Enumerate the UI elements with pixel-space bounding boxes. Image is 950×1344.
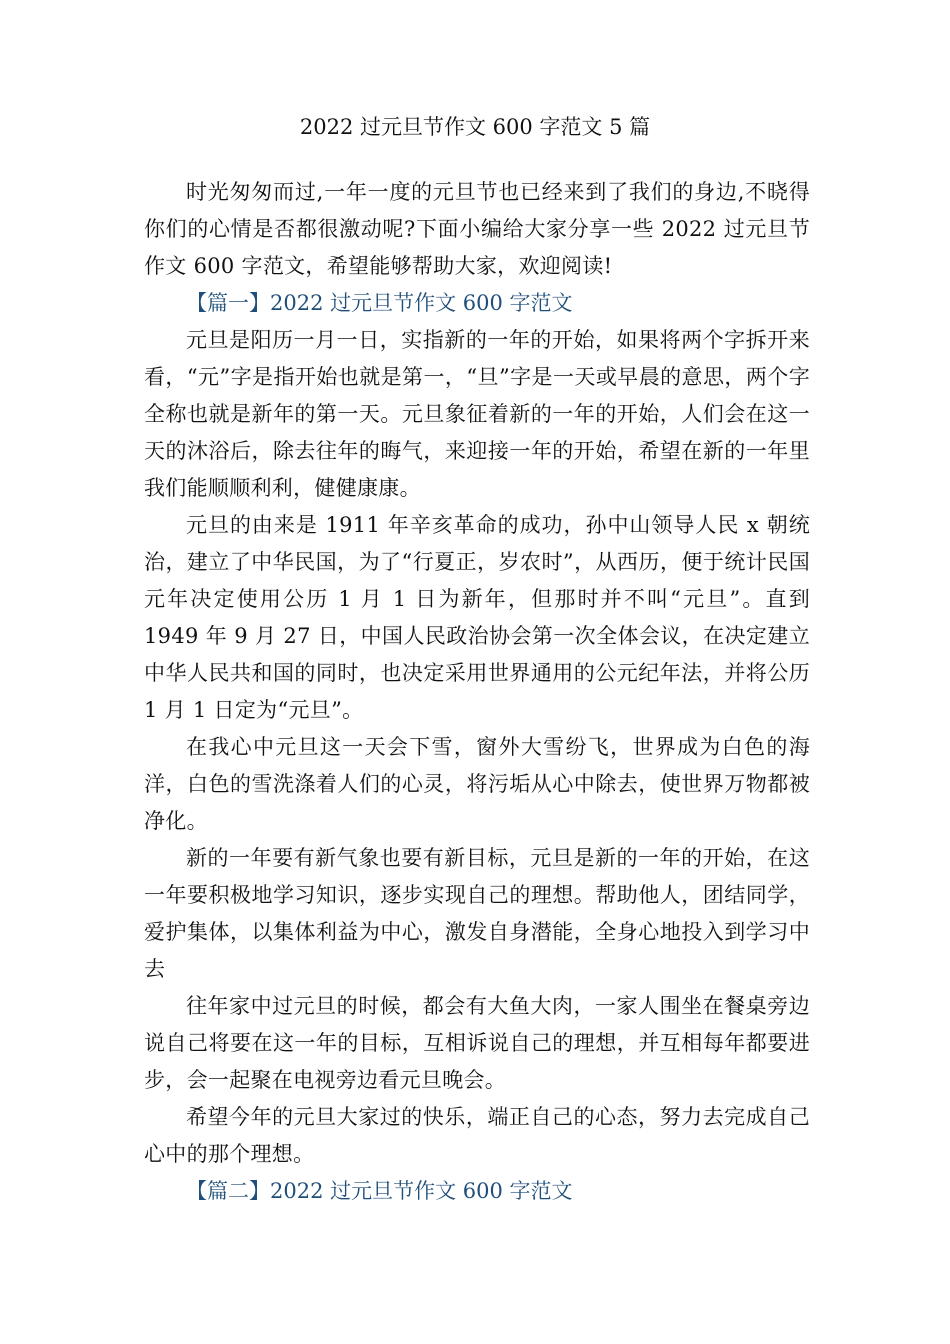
body-paragraph: 往年家中过元旦的时候，都会有大鱼大肉，一家人围坐在餐桌旁边说自己将要在这一年的目标，互相诉说自己的理想，并互相每年都要进步，会一起聚在电视旁边看元旦晚会。 — [144, 994, 810, 1092]
document-title: 2022 过元旦节作文 600 字范文 5 篇 — [299, 115, 651, 139]
intro-paragraph: 时光匆匆而过,一年一度的元旦节也已经来到了我们的身边,不晓得你们的心情是否都很激动呢?下面小编给大家分享一些 2022 过元旦节作文 600 字范文，希望能够帮助大家，欢迎阅读! — [144, 180, 810, 278]
body-paragraph: 元旦的由来是 1911 年辛亥革命的成功，孙中山领导人民 x 朝统治，建立了中华民国，为了“行夏正，岁农时”，从西历，便于统计民国元年决定使用公历 1 月 1 日为新年，但那时并不叫“元旦”。直到 1949 年 9 月 27 日，中国人民政治协会第一次全体会议，在决定建立中华人民共和国的同时，也决定采用世界通用的公元纪年法，并将公历 1 月 1 日定为“元旦”。 — [144, 513, 810, 722]
body-paragraph: 希望今年的元旦大家过的快乐，端正自己的心态，努力去完成自己心中的那个理想。 — [144, 1105, 810, 1166]
body-paragraph: 在我心中元旦这一天会下雪，窗外大雪纷飞，世界成为白色的海洋，白色的雪洗涤着人们的心灵，将污垢从心中除去，使世界万物都被净化。 — [144, 735, 810, 833]
document-body — [144, 174, 810, 1210]
section-heading-1: 【篇一】2022 过元旦节作文 600 字范文 — [186, 291, 573, 315]
section-heading-2: 【篇二】2022 过元旦节作文 600 字范文 — [186, 1179, 573, 1203]
body-paragraph: 新的一年要有新气象也要有新目标，元旦是新的一年的开始，在这一年要积极地学习知识，逐步实现自己的理想。帮助他人，团结同学，爱护集体，以集体利益为中心，激发自身潜能，全身心地投入到学习中去 — [144, 846, 810, 981]
body-paragraph: 元旦是阳历一月一日，实指新的一年的开始，如果将两个字拆开来看，“元”字是指开始也就是第一，“旦”字是一天或早晨的意思，两个字全称也就是新年的第一天。元旦象征着新的一年的开始，人们会在这一天的沐浴后，除去往年的晦气，来迎接一年的开始，希望在新的一年里我们能顺顺利利，健健康康。 — [144, 328, 810, 500]
